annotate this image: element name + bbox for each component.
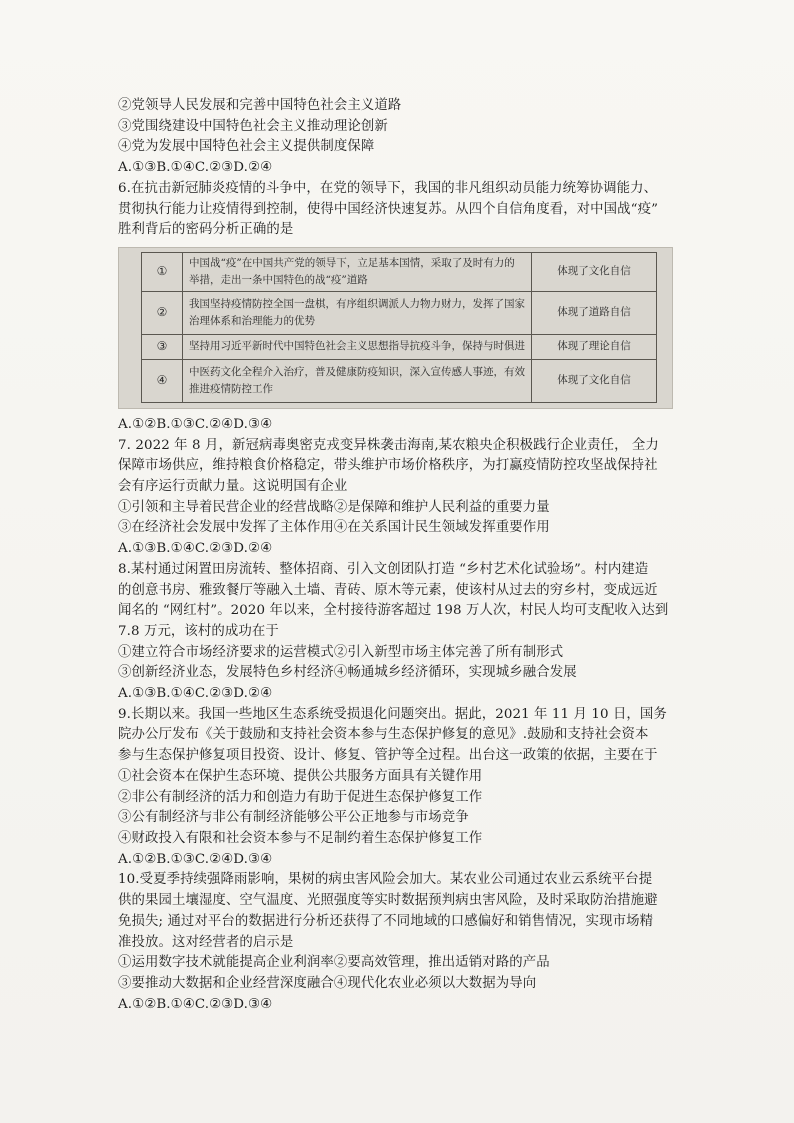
q6-choices: A.①②B.①③C.②④D.③④ [118, 416, 273, 432]
q8-stem-line-4: 7.8 万元，该村的成功在于 [118, 623, 279, 639]
q8-stem-line-1: 8.某村通过闲置田房流转、整体招商、引入文创团队打造 “乡村艺术化试验场”。村内建造 [118, 561, 649, 577]
table-row-text: 坚持用习近平新时代中国特色社会主义思想指导抗疫斗争，保持与时俱进 [183, 334, 532, 359]
q5-option-3: ③党围绕建设中国特色社会主义推动理论创新 [118, 118, 388, 134]
q9-stem-line-1: 9.长期以来。我国一些地区生态系统受损退化问题突出。据此，2021 年 11 月 10 日，国务 [118, 706, 667, 722]
q9-option-3: ③公有制经济与非公有制经济能够公平公正地参与市场竞争 [118, 810, 469, 826]
q9-option-1: ①社会资本在保护生态环境、提供公共服务方面具有关键作用 [118, 768, 483, 784]
q10-stem-line-1: 10.受夏季持续强降雨影响，果树的病虫害风险会加大。某农业公司通过农业云系统平台提 [118, 872, 653, 888]
q9-option-4: ④财政投入有限和社会资本参与不足制约着生态保护修复工作 [118, 830, 483, 846]
page-content [118, 96, 678, 1015]
table-row-number: ④ [142, 359, 183, 402]
table-row-number: ③ [142, 334, 183, 359]
q7-options-line-2: ③在经济社会发展中发挥了主体作用④在关系国计民生领域发挥重要作用 [118, 520, 550, 536]
q7-stem-line-2: 保障市场供应，维持粮食价格稳定，带头维护市场价格秩序，为打赢疫情防控攻坚战保持社 [118, 458, 658, 474]
table-row-confidence: 体现了文化自信 [532, 252, 657, 291]
q10-stem-line-4: 准投放。这对经营者的启示是 [118, 934, 294, 950]
q5-option-4: ④党为发展中国特色社会主义提供制度保障 [118, 139, 375, 155]
q5-option-2: ②党领导人民发展和完善中国特色社会主义道路 [118, 98, 402, 113]
q10-stem-line-2: 供的果园土壤湿度、空气温度、光照强度等实时数据预判病虫害风险，及时采取防治措施避 [118, 893, 658, 909]
q6-stem-line-3: 胜利背后的密码分析正确的是 [118, 222, 294, 238]
table-row-confidence: 体现了文化自信 [532, 359, 657, 402]
table-row-text: 我国坚持疫情防控全国一盘棋，有序组织调派人力物力财力，发挥了国家治理体系和治理能力的优势 [183, 291, 532, 334]
q9-stem-line-2: 院办公厅发布《关于鼓励和支持社会资本参与生态保护修复的意见》.鼓励和支持社会资本 [118, 727, 649, 743]
q10-options-line-2: ③要推动大数据和企业经营深度融合④现代化农业必须以大数据为导向 [118, 975, 537, 991]
table-row [142, 291, 657, 334]
q7-options-line-1: ①引领和主导着民营企业的经营战略②是保障和维护人民利益的重要力量 [118, 499, 550, 515]
q8-choices: A.①③B.①④C.②③D.②④ [118, 686, 273, 702]
q7-stem-line-1: 7. 2022 年 8 月，新冠病毒奥密克戎变异株袭击海南,某农粮央企积极践行企业责任， 全力 [118, 437, 659, 453]
q8-stem-line-2: 的创意书房、雅致餐厅等融入土墙、青砖、原木等元素，使该村从过去的穷乡村，变成远近 [118, 582, 658, 598]
table-row-text: 中医药文化全程介入治疗，普及健康防疫知识，深入宣传感人事迹，有效推进疫情防控工作 [183, 359, 532, 402]
q8-options-line-1: ①建立符合市场经济要求的运营模式②引入新型市场主体完善了所有制形式 [118, 644, 564, 660]
q6-table [141, 252, 657, 403]
q9-stem-line-3: 参与生态保护修复项目投资、设计、修复、管护等全过程。出台这一政策的依据，主要在于 [118, 748, 658, 764]
q8-options-line-2: ③创新经济业态，发展特色乡村经济④畅通城乡经济循环，实现城乡融合发展 [118, 665, 577, 681]
q10-choices: A.①②B.①④C.②③D.③④ [118, 996, 273, 1012]
q7-choices: A.①③B.①④C.②③D.②④ [118, 541, 273, 557]
q5-choices: A.①③B.①④C.②③D.②④ [118, 160, 273, 176]
q8-stem-line-3: 闻名的 “网红村”。2020 年以来，全村接待游客超过 198 万人次，村民人均可支配收入达到 [118, 603, 669, 619]
q6-table-photo [118, 247, 673, 409]
table-row [142, 359, 657, 402]
table-row [142, 334, 657, 359]
table-row [142, 252, 657, 291]
table-row-number: ② [142, 291, 183, 334]
table-row-number: ① [142, 252, 183, 291]
q7-stem-line-3: 会有序运行贡献力量。这说明国有企业 [118, 479, 348, 495]
q6-stem-line-1: 6.在抗击新冠肺炎疫情的斗争中，在党的领导下，我国的非凡组织动员能力统筹协调能力、 [118, 180, 658, 196]
q6-stem-line-2: 贯彻执行能力让疫情得到控制，使得中国经济快速复苏。从四个自信角度看，对中国战“疫” [118, 201, 659, 217]
q10-options-line-1: ①运用数字技术就能提高企业利润率②要高效管理，推出适销对路的产品 [118, 955, 550, 971]
q10-stem-line-3: 免损失; 通过对平台的数据进行分析还获得了不同地域的口感偏好和销售情况，实现市场精 [118, 913, 654, 929]
table-row-text: 中国战“疫”在中国共产党的领导下，立足基本国情，采取了及时有力的举措，走出一条中国特色的战“疫”道路 [183, 252, 532, 291]
table-row-confidence: 体现了理论自信 [532, 334, 657, 359]
q9-option-2: ②非公有制经济的活力和创造力有助于促进生态保护修复工作 [118, 789, 483, 805]
q9-choices: A.①②B.①③C.②④D.③④ [118, 851, 273, 867]
table-row-confidence: 体现了道路自信 [532, 291, 657, 334]
